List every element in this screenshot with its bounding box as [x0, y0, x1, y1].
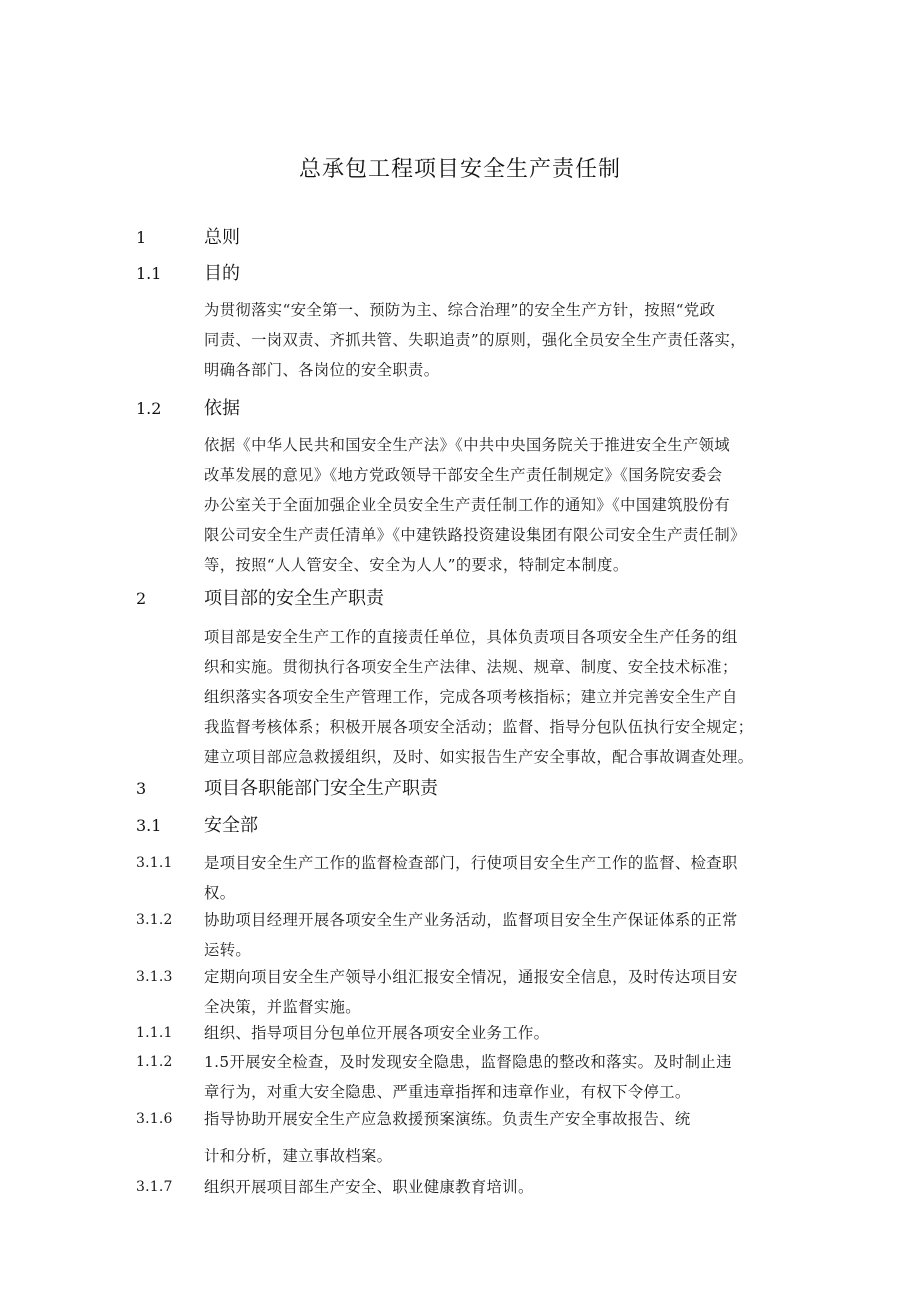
item-body [204, 905, 794, 965]
paragraph-line: 织和实施。贯彻执行各项安全生产法律、法规、规章、制度、安全技术标准； [204, 658, 738, 676]
section-number: 1.1 [136, 264, 162, 283]
item-number: 3.1.2 [136, 912, 173, 928]
paragraph-line: 我监督考核体系；积极开展各项安全活动；监督、指导分包队伍执行安全规定； [204, 718, 754, 736]
item-body [204, 848, 794, 908]
item-line: 计和分析，建立事故档案。 [204, 1147, 393, 1165]
section-heading-1 [0, 224, 920, 252]
section-title: 依据 [204, 398, 240, 419]
section-heading-3 [0, 775, 920, 803]
item-number: 1.1.1 [136, 1025, 173, 1041]
section-number: 1.2 [136, 399, 162, 418]
section-number: 3.1 [136, 816, 162, 835]
item-body [204, 1018, 794, 1048]
item-number: 3.1.3 [136, 969, 173, 985]
item-number: 3.1.6 [136, 1111, 173, 1127]
section-number: 2 [136, 589, 147, 608]
item-number: 3.1.1 [136, 855, 173, 871]
item-body [204, 1104, 794, 1134]
paragraph-basis [204, 430, 794, 580]
paragraph-line: 组织落实各项安全生产管理工作，完成各项考核指标；建立并完善安全生产自 [204, 688, 738, 706]
paragraph-line: 同责、一岗双责、齐抓共管、失职追责”的原则，强化全员安全生产责任落实， [204, 331, 746, 349]
paragraph-line: 依据《中华人民共和国安全生产法》《中共中央国务院关于推进安全生产领域 [204, 436, 731, 454]
section-title: 项目部的安全生产职责 [204, 588, 384, 609]
item-body [204, 1141, 794, 1171]
paragraph-purpose [204, 295, 794, 385]
item-line: 组织、指导项目分包单位开展各项安全业务工作。 [204, 1024, 550, 1042]
section-title: 安全部 [204, 815, 258, 836]
item-body [204, 1047, 794, 1107]
paragraph-line: 明确各部门、各岗位的安全职责。 [204, 361, 440, 379]
paragraph-line: 建立项目部应急救援组织，及时、如实报告生产安全事故，配合事故调查处理。 [204, 748, 754, 766]
section-heading-2 [0, 585, 920, 613]
item-line: 定期向项目安全生产领导小组汇报安全情况，通报安全信息，及时传达项目安 [204, 968, 738, 986]
item-line: 是项目安全生产工作的监督检查部门，行使项目安全生产工作的监督、检查职 [204, 854, 738, 872]
paragraph-line: 改革发展的意见》《地方党政领导干部安全生产责任制规定》《国务院安委会 [204, 466, 723, 484]
item-line: 1.5开展安全检查，及时发现安全隐患，监督隐患的整改和落实。及时制止违 [204, 1053, 732, 1071]
section-title: 目的 [204, 263, 240, 284]
item-body [204, 962, 794, 1022]
item-line: 章行为，对重大安全隐患、严重违章指挥和违章作业，有权下令停工。 [204, 1083, 691, 1101]
paragraph-project-duties [204, 622, 794, 772]
item-line: 运转。 [204, 941, 252, 959]
paragraph-line: 限公司安全生产责任清单》《中建铁路投资建设集团有限公司安全生产责任制》 [204, 526, 746, 544]
item-number: 3.1.7 [136, 1179, 173, 1195]
section-heading-1-2 [0, 395, 920, 423]
section-heading-3-1 [0, 812, 920, 840]
item-line: 协助项目经理开展各项安全生产业务活动，监督项目安全生产保证体系的正常 [204, 911, 738, 929]
item-line: 全决策，并监督实施。 [204, 998, 361, 1016]
item-line: 权。 [204, 884, 236, 902]
item-number: 1.1.2 [136, 1054, 173, 1070]
paragraph-line: 办公室关于全面加强企业全员安全生产责任制工作的通知》《中国建筑股份有 [204, 496, 731, 514]
section-number: 1 [136, 228, 147, 247]
item-line: 指导协助开展安全生产应急救援预案演练。负责生产安全事故报告、统 [204, 1110, 691, 1128]
paragraph-line: 项目部是安全生产工作的直接责任单位，具体负责项目各项安全生产任务的组 [204, 628, 738, 646]
section-number: 3 [136, 779, 147, 798]
section-title: 项目各职能部门安全生产职责 [204, 778, 438, 799]
section-heading-1-1 [0, 260, 920, 288]
section-title: 总则 [204, 227, 240, 248]
item-body [204, 1172, 794, 1202]
paragraph-line: 等，按照“人人管安全、安全为人人”的要求，特制定本制度。 [204, 556, 629, 574]
paragraph-line: 为贯彻落实“安全第一、预防为主、综合治理”的安全生产方针，按照“党政 [204, 301, 716, 319]
document-title: 总承包工程项目安全生产责任制 [298, 157, 621, 182]
item-line: 组织开展项目部生产安全、职业健康教育培训。 [204, 1178, 534, 1196]
